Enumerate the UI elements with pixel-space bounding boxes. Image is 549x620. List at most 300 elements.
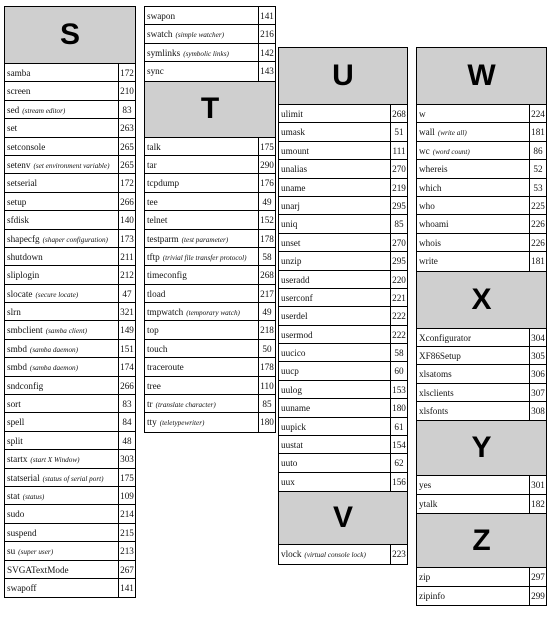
entry-command	[417, 568, 529, 585]
entry-command-name: tcpdump	[147, 178, 180, 189]
entry-command-name: ulimit	[281, 109, 303, 119]
entry-command	[145, 174, 258, 191]
entry-command-name: w	[419, 109, 426, 119]
entry-command-name: tty	[147, 417, 157, 428]
index-column-3	[278, 47, 408, 565]
entry-page-number: 266	[118, 193, 135, 210]
index-entry	[5, 285, 135, 303]
index-entry	[417, 105, 546, 123]
section-rows-t	[145, 138, 275, 432]
index-entry	[145, 138, 275, 156]
index-entry	[417, 587, 546, 605]
entry-page-number: 223	[390, 545, 407, 563]
entry-command	[417, 384, 529, 401]
entry-page-number: 226	[529, 215, 546, 232]
entry-command	[5, 377, 118, 394]
entry-command	[279, 142, 390, 159]
index-entry	[145, 211, 275, 229]
entry-command-name: who	[419, 200, 435, 211]
entry-command	[417, 234, 529, 251]
entry-command-name: useradd	[281, 274, 310, 285]
entry-command	[279, 123, 390, 140]
entry-command	[5, 358, 118, 375]
entry-command-name: stat	[7, 490, 20, 501]
entry-command	[279, 545, 390, 563]
entry-command	[145, 25, 258, 42]
entry-page-number: 224	[529, 105, 546, 122]
index-entry	[279, 197, 407, 215]
section-rows-s	[5, 64, 135, 597]
index-entry	[5, 138, 135, 156]
entry-command-name: sliplogin	[7, 270, 40, 281]
entry-command	[5, 82, 118, 99]
entry-command-name: unalias	[281, 164, 308, 175]
entry-page-number: 219	[390, 179, 407, 196]
entry-command-name: set	[7, 123, 18, 134]
entry-command	[417, 252, 529, 270]
entry-command	[5, 101, 118, 118]
entry-page-number: 142	[258, 44, 275, 61]
entry-command	[145, 395, 258, 412]
entry-command	[5, 64, 118, 81]
entry-page-number: 216	[258, 25, 275, 42]
index-entry	[5, 542, 135, 560]
entry-command	[145, 340, 258, 357]
entry-description: (samba daemon)	[29, 345, 79, 354]
entry-command	[279, 436, 390, 453]
entry-description: (samba daemon)	[29, 364, 79, 373]
index-entry	[145, 44, 275, 62]
entry-page-number: 295	[390, 252, 407, 269]
index-entry	[145, 413, 275, 431]
index-entry	[279, 105, 407, 123]
index-entry	[279, 271, 407, 289]
entry-command-name: tmpwatch	[147, 307, 184, 318]
entry-description: (status of serial port)	[42, 474, 104, 483]
entry-page-number: 111	[390, 142, 407, 159]
index-entry	[417, 160, 546, 178]
entry-page-number: 218	[258, 321, 275, 338]
entry-command	[145, 377, 258, 394]
entry-command	[5, 542, 118, 559]
entry-command	[5, 303, 118, 320]
entry-page-number: 306	[529, 365, 546, 382]
index-entry	[145, 266, 275, 284]
index-entry	[279, 362, 407, 380]
index-entry	[279, 454, 407, 472]
index-entry	[279, 179, 407, 197]
entry-command	[417, 179, 529, 196]
entry-command	[279, 197, 390, 214]
entry-command	[417, 476, 529, 493]
entry-page-number: 222	[390, 307, 407, 324]
entry-command-name: tftp	[147, 251, 160, 262]
entry-page-number: 156	[390, 473, 407, 491]
index-entry	[5, 174, 135, 192]
entry-page-number: 213	[118, 542, 135, 559]
entry-description: (virtual console lock)	[304, 551, 366, 560]
entry-command-name: umount	[281, 145, 310, 156]
entry-page-number: 58	[258, 248, 275, 265]
entry-command-name: swapon	[147, 11, 176, 21]
entry-command	[5, 248, 118, 265]
index-entry	[5, 377, 135, 395]
entry-page-number: 173	[118, 230, 135, 247]
entry-page-number: 149	[118, 321, 135, 338]
entry-page-number: 172	[118, 64, 135, 81]
section-letter-z: Z	[417, 513, 546, 568]
entry-page-number: 299	[529, 587, 546, 605]
entry-command	[5, 395, 118, 412]
index-entry	[279, 418, 407, 436]
index-entry	[5, 487, 135, 505]
entry-page-number: 178	[258, 358, 275, 375]
entry-command	[145, 303, 258, 320]
entry-page-number: 52	[529, 160, 546, 177]
entry-command-name: which	[419, 182, 442, 193]
entry-command	[5, 321, 118, 338]
entry-command	[5, 211, 118, 228]
entry-description: (samba client)	[45, 327, 88, 336]
entry-command-name: xlsclients	[419, 387, 454, 398]
entry-command	[145, 321, 258, 338]
entry-command-name: sndconfig	[7, 380, 44, 391]
entry-command-name: sed	[7, 104, 20, 115]
entry-page-number: 143	[258, 62, 275, 80]
entry-command-name: sudo	[7, 509, 25, 520]
entry-command	[417, 142, 529, 159]
entry-command-name: slocate	[7, 288, 33, 299]
entry-page-number: 174	[118, 358, 135, 375]
entry-command-name: testparm	[147, 233, 179, 244]
index-entry	[5, 340, 135, 358]
entry-page-number: 49	[258, 303, 275, 320]
entry-page-number: 225	[529, 197, 546, 214]
entry-command-name: sort	[7, 399, 21, 410]
entry-page-number: 180	[390, 399, 407, 416]
index-entry	[279, 289, 407, 307]
entry-command-name: smbd	[7, 343, 27, 354]
entry-command	[5, 450, 118, 467]
entry-description: (status)	[22, 492, 45, 501]
entry-command-name: traceroute	[147, 362, 184, 373]
index-entry	[5, 101, 135, 119]
entry-command-name: uulog	[281, 384, 302, 395]
index-entry	[417, 197, 546, 215]
entry-command	[279, 362, 390, 379]
entry-command-name: write	[419, 256, 438, 267]
entry-command-name: vlock	[281, 549, 302, 560]
section-rows-x	[417, 329, 546, 421]
entry-page-number: 110	[258, 377, 275, 394]
index-entry	[5, 469, 135, 487]
entry-command	[5, 505, 118, 522]
index-entry	[5, 321, 135, 339]
entry-description: (secure locate)	[35, 290, 79, 299]
entry-page-number: 268	[390, 105, 407, 122]
entry-command	[145, 138, 258, 155]
entry-command	[5, 266, 118, 283]
index-entry	[5, 432, 135, 450]
entry-command-name: split	[7, 435, 23, 446]
index-entry	[279, 234, 407, 252]
entry-page-number: 141	[118, 579, 135, 597]
section-rows-y	[417, 476, 546, 513]
entry-command	[145, 266, 258, 283]
index-column-2	[144, 6, 276, 433]
entry-page-number: 268	[258, 266, 275, 283]
entry-command	[145, 230, 258, 247]
entry-command-name: top	[147, 325, 159, 336]
entry-page-number: 304	[529, 329, 546, 346]
entry-command	[417, 402, 529, 420]
entry-command-name: wall	[419, 127, 435, 138]
entry-page-number: 86	[529, 142, 546, 159]
entry-page-number: 153	[390, 381, 407, 398]
entry-description: (set environment variable)	[33, 161, 110, 170]
entry-command	[279, 344, 390, 361]
entry-command-name: Xconfigurator	[419, 332, 472, 343]
entry-page-number: 215	[118, 524, 135, 541]
entry-page-number: 83	[118, 101, 135, 118]
entry-command-name: spell	[7, 417, 25, 428]
entry-description: (shaper configuration)	[42, 235, 108, 244]
entry-description: (word count)	[432, 147, 470, 156]
entry-page-number: 290	[258, 156, 275, 173]
entry-command-name: whoami	[419, 219, 449, 230]
index-entry	[145, 7, 275, 25]
entry-command	[417, 329, 529, 346]
section-letter-y: Y	[417, 420, 546, 476]
index-entry	[5, 193, 135, 211]
index-entry	[417, 384, 546, 402]
entry-command	[145, 211, 258, 228]
entry-command-name: tree	[147, 380, 161, 391]
entry-page-number: 303	[118, 450, 135, 467]
entry-command	[5, 119, 118, 136]
entry-command-name: swapoff	[7, 582, 37, 593]
entry-command	[417, 587, 529, 605]
entry-description: (super user)	[18, 548, 54, 557]
entry-page-number: 217	[258, 285, 275, 302]
section-letter-t: T	[145, 81, 275, 138]
index-entry	[279, 142, 407, 160]
index-entry	[145, 358, 275, 376]
entry-command	[417, 215, 529, 232]
entry-command	[5, 469, 118, 486]
entry-page-number: 178	[258, 230, 275, 247]
entry-page-number: 214	[118, 505, 135, 522]
entry-command	[279, 271, 390, 288]
index-entry	[417, 329, 546, 347]
index-entry	[145, 248, 275, 266]
entry-page-number: 83	[118, 395, 135, 412]
entry-page-number: 181	[529, 123, 546, 140]
entry-description: (translate character)	[155, 401, 216, 410]
index-entry	[417, 142, 546, 160]
entry-page-number: 50	[258, 340, 275, 357]
entry-description: (simple watcher)	[175, 31, 225, 40]
entry-command-name: umask	[281, 127, 305, 138]
entry-command-name: whereis	[419, 164, 448, 175]
entry-command	[145, 62, 258, 80]
entry-page-number: 48	[118, 432, 135, 449]
entry-page-number: 141	[258, 7, 275, 24]
index-column-4	[416, 47, 547, 606]
index-entry	[5, 211, 135, 229]
entry-page-number: 47	[118, 285, 135, 302]
entry-command	[5, 579, 118, 597]
entry-command	[145, 285, 258, 302]
entry-command	[279, 326, 390, 343]
entry-page-number: 321	[118, 303, 135, 320]
index-entry	[417, 179, 546, 197]
entry-page-number: 140	[118, 211, 135, 228]
entry-command	[417, 197, 529, 214]
index-entry	[417, 568, 546, 586]
index-entry	[279, 473, 407, 491]
index-entry	[417, 123, 546, 141]
entry-command-name: zip	[419, 572, 431, 583]
entry-command-name: startx	[7, 454, 28, 465]
entry-page-number: 221	[390, 289, 407, 306]
entry-command	[5, 138, 118, 155]
index-entry	[417, 495, 546, 513]
entry-command	[417, 105, 529, 122]
entry-command-name: suspend	[7, 527, 37, 538]
entry-command	[145, 413, 258, 431]
entry-command-name: xlsatoms	[419, 369, 452, 380]
entry-command-name: SVGATextMode	[7, 564, 69, 575]
section-letter-w: W	[417, 48, 546, 105]
entry-page-number: 176	[258, 174, 275, 191]
section-rows-z	[417, 568, 546, 605]
entry-page-number: 295	[390, 197, 407, 214]
entry-page-number: 267	[118, 561, 135, 578]
entry-page-number: 263	[118, 119, 135, 136]
entry-page-number: 152	[258, 211, 275, 228]
index-entry	[279, 326, 407, 344]
entry-command-name: shutdown	[7, 251, 43, 262]
entry-command	[145, 44, 258, 61]
index-entry	[5, 303, 135, 321]
index-entry	[279, 123, 407, 141]
entry-description: (test parameter)	[181, 235, 229, 244]
entry-page-number: 62	[390, 454, 407, 471]
entry-command	[279, 289, 390, 306]
entry-command	[145, 248, 258, 265]
entry-command	[279, 105, 390, 122]
index-entry	[417, 252, 546, 270]
entry-page-number: 154	[390, 436, 407, 453]
entry-command	[417, 365, 529, 382]
entry-command	[417, 160, 529, 177]
index-entry	[5, 579, 135, 597]
entry-command-name: uucp	[281, 366, 299, 377]
entry-page-number: 172	[118, 174, 135, 191]
entry-page-number: 181	[529, 252, 546, 270]
entry-command	[279, 399, 390, 416]
index-entry	[279, 160, 407, 178]
entry-page-number: 151	[118, 340, 135, 357]
index-entry	[145, 395, 275, 413]
entry-command	[5, 230, 118, 247]
entry-command-name: touch	[147, 343, 168, 354]
entry-page-number: 265	[118, 138, 135, 155]
entry-command	[145, 193, 258, 210]
entry-command-name: yes	[419, 480, 432, 491]
index-entry	[417, 476, 546, 494]
entry-command-name: setconsole	[7, 141, 46, 152]
entry-command	[279, 418, 390, 435]
index-entry	[279, 545, 407, 563]
entry-command-name: whois	[419, 237, 441, 248]
entry-command-name: tee	[147, 196, 158, 207]
entry-command	[145, 7, 258, 24]
index-entry	[145, 62, 275, 80]
index-entry	[5, 82, 135, 100]
entry-command-name: uniq	[281, 219, 298, 230]
entry-command-name: userdel	[281, 311, 308, 322]
index-entry	[5, 413, 135, 431]
entry-command-name: XF86Setup	[419, 350, 461, 361]
entry-page-number: 308	[529, 402, 546, 420]
entry-command-name: swatch	[147, 29, 173, 40]
entry-command	[417, 347, 529, 364]
entry-command	[5, 193, 118, 210]
entry-command	[279, 381, 390, 398]
entry-page-number: 301	[529, 476, 546, 493]
index-column-1	[4, 6, 136, 598]
entry-command	[279, 234, 390, 251]
entry-command	[5, 487, 118, 504]
section-rows-s-continued	[145, 7, 275, 81]
index-entry	[417, 347, 546, 365]
entry-command-name: setup	[7, 196, 27, 207]
entry-command-name: smbclient	[7, 325, 43, 336]
entry-page-number: 182	[529, 495, 546, 513]
entry-command	[5, 524, 118, 541]
entry-command	[5, 432, 118, 449]
entry-description: (symbolic links)	[183, 49, 229, 58]
entry-command	[5, 174, 118, 191]
entry-page-number: 109	[118, 487, 135, 504]
index-entry	[279, 344, 407, 362]
entry-command-name: samba	[7, 68, 31, 78]
entry-page-number: 222	[390, 326, 407, 343]
entry-page-number: 307	[529, 384, 546, 401]
entry-command-name: xlsfonts	[419, 406, 449, 417]
entry-command	[279, 215, 390, 232]
index-entry	[5, 64, 135, 82]
entry-page-number: 265	[118, 156, 135, 173]
index-entry	[145, 321, 275, 339]
entry-command-name: ytalk	[419, 498, 438, 509]
entry-page-number: 266	[118, 377, 135, 394]
entry-command-name: uuname	[281, 403, 311, 414]
index-entry	[145, 285, 275, 303]
index-entry	[145, 193, 275, 211]
section-letter-v: V	[279, 491, 407, 545]
entry-command-name: smbd	[7, 362, 27, 373]
entry-command-name: statserial	[7, 472, 40, 483]
index-entry	[5, 450, 135, 468]
entry-command-name: setenv	[7, 159, 31, 170]
entry-command	[279, 307, 390, 324]
entry-command-name: telnet	[147, 215, 168, 226]
entry-command-name: symlinks	[147, 47, 181, 58]
index-entry	[417, 365, 546, 383]
